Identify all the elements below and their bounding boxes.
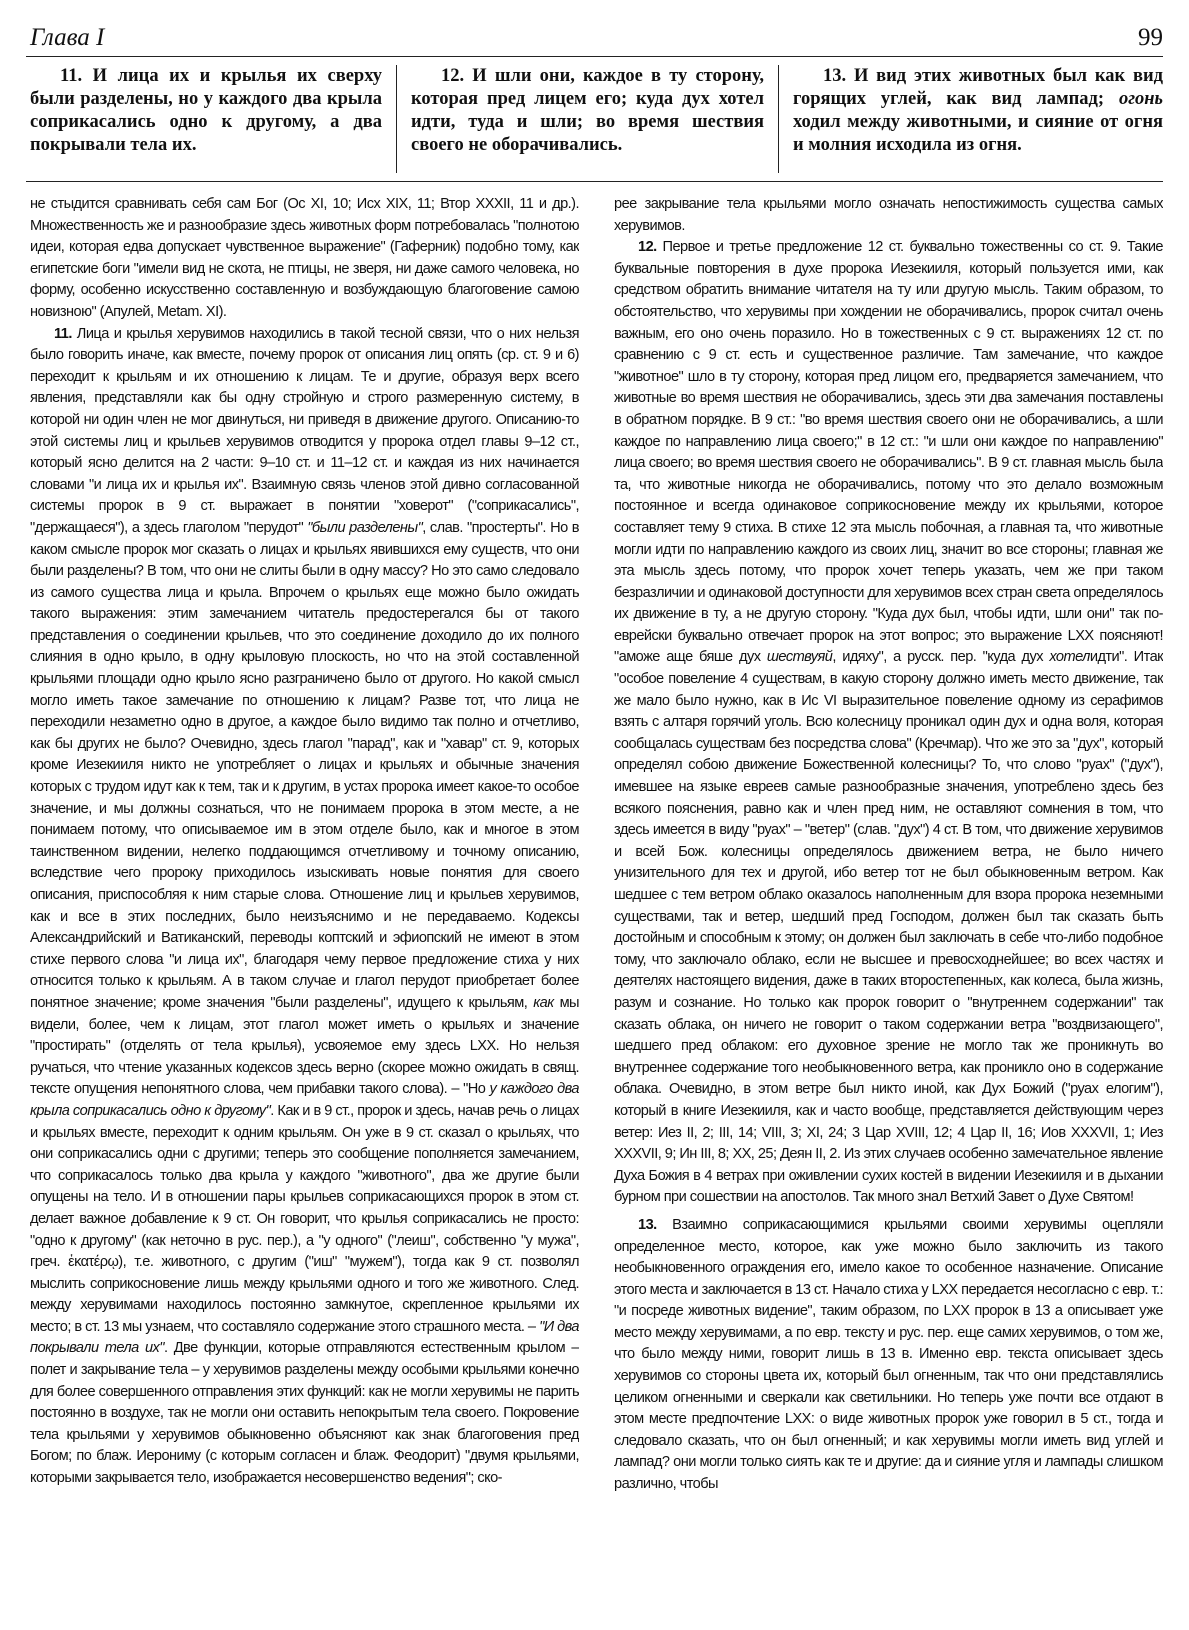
left-column (30, 194, 579, 1614)
scripture-verses (30, 65, 1163, 173)
header-rule (26, 56, 1163, 57)
verses-rule (26, 181, 1163, 182)
verse-11 (30, 65, 396, 173)
verse-text: И шли они, каждое в ту сторону, которая пред лицем его; куда дух хотел идти, туда и шли; во время шествия своего не оборачивались. (411, 66, 764, 155)
paragraph-verse-11 (30, 324, 579, 1490)
italic-run: "И два покрывали тела их" (30, 1318, 579, 1357)
text-run: идти". Итак "особое повеление 4 существам, в какую сторону должно иметь место движение, так же мало было нужно, как в Ис VI выразительное повеление одному из серафимов взять с алтаря горячий уголь. Всю колесницу проникал один дух и одна воля, которая сообщалась существам без посредства слова" (Кречмар). Что же это за "дух", который определял собою движение Божественной колесницы? То, что слово "руах" ("дух"), имевшее на языке евреев самые разнообразные значения, употреблено здесь без всякого пояснения, равно как и член пред ним, не оставляют сомнения в том, что здесь имеется в виду "руах" – "ветер" (слав. "дух") 4 ст. В том, что движение херувимов и всей Бож. колесницы определялось движением ветра, не было ничего унизительного для тех и другой, ибо ветер тот не был обыкновенным ветром. Как шедшее с тем ветром облако оказалось наполненным для взора пророка неземными существами, так и ветер, шедший пред Господом, должен был так сказать быть достойным и способным к этому; он должен был заключать в себе что-либо подобное тому, что заключало облако, если не высшее и превосходнейшее; во всех частях и деятелях настоящего видения, даже в таких второстепенных, как колеса, была жизнь, разум и сознание. Но только как пророк говорит о "внутреннем содержании" так сказать облака, он ничего не говорит о таком содержании ветра "воздвизающего", шедшего пред облаком: его духовное зрение не могло так же проникнуть во внутреннее содержание того необыкновенного ветра, как проникло оно в содержание облака. Очевидно, в этом ветре был никто иной, как Дух Божий ("руах елогим"), который в книге Иезекииля, как и часто вообще, представляется действующим через ветер: Иез II, 2; III, 14; VIII, 3; XI, 24; 3 Цар XVIII, 12; 4 Цар II, 16; Иов XXXVII, 1; Иез XXXVII, 9; Ин III, 8; XX, 25; Деян II, 2. Из этих случаев особенно замечательное явление Духа Божия в 4 ветрах при оживлении сухих костей в видении Иезекииля и в дыхании бурном при сошествии на апостолов. Так много знал Ветхий Завет о Духе Святом! (614, 649, 1163, 1206)
text-run: Лица и крылья херувимов находились в такой тесной связи, что о них нельзя было говорить иначе, как вместе, почему пророк от описания лиц опять (ср. ст. 9 и 6) переходит к крыльям и их отношению к лицам. Те и другие, образуя верх всего явления, представляли как бы одну стройную и строго размеренную систему, в которой ни один член не мог двинуться, ни приведя в движение другого. Описанию-то этой системы лиц и крыльев херувимов отводится у пророка отдел главы 9–12 ст., который ясно делится на 2 части: 9–10 ст. и 11–12 ст. и каждая из них начинается словами "и лица их и крылья их". Взаимную связь членов этой дивно согласованной системы пророк в 9 ст. выражает в понятии "ховерот" ("соприкасались", "держащаеся"), а здесь глаголом "перудот" (30, 325, 579, 536)
text-run: Первое и третье предложение 12 ст. буквально тожественны со ст. 9. Такие буквальные повторения в духе пророка Иезекииля, который пользуется ими, как средством обратить внимание читателя на ту или другую мысль. Таким образом, то обстоятельство, что херувимы при хождении не оборачивались, пророк считал очень важным, его оно очень поразило. Но в тожественных с 9 ст. выражениях 12 ст. по сравнению с 9 ст. есть и существенное различие. Там замечание, что каждое "животное" шло в ту сторону, которая пред лицом его, предваряется замечанием, что животные во время шествия не оборачивались, здесь эти два замечания поставлены в обратном порядке. В 9 ст.: "во время шествия своего они не оборачивались, а шли каждое по направлению лица своего;" в 12 ст.: "и шли они каждое по направлению" лица своего; во время шествия своего не оборачивались". В 9 ст. главная мысль была та, что животные никогда не оборачивались, потому что это делало возможным постоянное и всегда одинаковое соприкосновение между их крыльями, которое составляет тему 9 стиха. В стихе 12 эта мысль побочная, а главная та, что животные могли идти по направлению каждого из своих лиц, значит во все стороны; главная же эта мысль здесь потому, что пророк хочет теперь указать, чем же при таком безразличии и одинаковой доступности для херувимов всех стран света определялось их движение в ту, а не другую сторону. "Куда дух был, чтобы идти, шли они" так по-еврейски буквально отвечает пророк на этот вопрос; это выражение LXX поясняют! "аможе аще бяше дух (614, 239, 1163, 666)
verse-text: И лица их и крылья их сверху были разделены, но у каждого два крыла соприкасались одно к другому, а два покрывали тела их. (30, 66, 382, 155)
commentary-body (30, 194, 1163, 1614)
verse-text: ходил между животными, и сияние от огня и молния исходила из огня. (793, 112, 1163, 155)
verse-text-italic: огонь (1118, 89, 1163, 109)
verse-13 (778, 65, 1163, 173)
text-run: Взаимно соприкасающимися крыльями своими херувимы оцепляли определенное место, которое, как уже можно было заключить из такого необыкновенного ограждения его, имело какое то особенное назначение. Описание этого места и заключается в 13 ст. Начало стиха у LXX передается несогласно с евр. т.: "и посреде животных видение", таким образом, по LXX пророк в 13 а описывает уже место между херувимами, а по евр. тексту и рус. пер. еще самих херувимов, о том же, что было между ними, говорит лишь в 13 в. Именно евр. текста описывает здесь херувимов со стороны цвета их, который был огненным, так что они представлялись целиком огненными и сверкали как светильники. Но теперь уже почти все отдают в этом месте предпочтение LXX: о виде животных пророк уже говорил в 5 ст., тогда и следовало сказать, что он был огненный; и как херувимы могли иметь вид углей и лампад? они могли только сиять как те и другие: да и сияние угля и лампады слишком различно, чтобы (614, 1216, 1163, 1493)
italic-run: хотел (1049, 649, 1090, 666)
paragraph-verse-13 (614, 1215, 1163, 1496)
verse-number: 11. (60, 66, 83, 86)
verse-ref: 11. (54, 325, 72, 342)
text-run: , идяху", а русск. пер. "куда дух (832, 649, 1050, 666)
right-column (614, 194, 1163, 1614)
italic-run: как (533, 994, 554, 1011)
running-header (30, 14, 1163, 54)
italic-run: "были разделены" (307, 519, 423, 536)
verse-12 (396, 65, 778, 173)
verse-number: 12. (441, 66, 465, 86)
paragraph: рее закрывание тела крыльями могло означать непостижимость существа самых херувимов. (614, 196, 1163, 234)
paragraph-verse-12 (614, 237, 1163, 1209)
text-run: . Две функции, которые отправляются естественным крылом – полет и закрывание тела – у херувимов разделены между особыми крыльями конечно для более совершенного отправления этих функций: как не могли херувимы не парить постоянно в воздухе, так не могли они оставить непокрытым тела своего. Покровение тела крыльями у херувимов обыкновенно объясняют как знак благоговения пред Богом; по блаж. Иерониму (с которым согласен и блаж. Феодорит) "двумя крыльями, которыми закрывается тело, изображается несовершенство ведения"; ско- (30, 1340, 579, 1487)
page-number: 99 (1138, 24, 1163, 51)
italic-run: у каждого два крыла соприкасались одно к другому" (30, 1081, 579, 1119)
text-run: . Как и в 9 ст., пророк и здесь, начав речь о лицах и крыльях вместе, переходит к одним крыльям. Он уже в 9 ст. сказал о крыльях, что они соприкасались одни с другими; теперь это сообщение пополняется замечанием, что соприкасалось только два крыла у каждого "животного", два же другие были опущены на тело. И в отношении пары крыльев соприкасающихся пророк в этом ст. делает важное добавление к 9 ст. Он говорит, что крылья соприкасались не просто: "одно к другому" (как неточно в рус. пер.), а "у одного" ("леиш", собственно "у мужа", греч. ἑκατέρῳ), т.е. животного, с другим ("иш" "мужем"), тогда как 9 ст. позволял мыслить соприкосновение лишь между крыльями одного и того же животного. След. между херувимами находилось постоянно замкнутое, скрепленное крыльями их место; в ст. 13 мы узнаем, что составляло содержание этого страшного места. – (30, 1102, 579, 1335)
paragraph: не стыдится сравнивать себя сам Бог (Ос XI, 10; Исх XIX, 11; Втор XXXII, 11 и др.). Множественность же и разнообразие здесь животных форм потребовалась "полнотою идеи, которая едва допускает чувственное выражение" (Гаферник) подобно тому, как египетские боги "имели вид не скота, не птицы, не зверя, ни даже самого человека, но форму, особенно искусственно составленную и возбуждающую благоговение самою новизною" (Апулей, Metam. XI). (30, 196, 579, 320)
italic-run: шествуяй (766, 649, 833, 666)
verse-number: 13. (823, 66, 847, 86)
verse-ref: 13. (638, 1216, 657, 1233)
text-run: мы видели, более, чем к лицам, этот глагол может иметь о крыльях и значение "простирать" (отделять от тела крылья), усвояемое ему здесь LXX. Но нельзя ручаться, что чтение указанных кодексов здесь верно (скорее можно ожидать в свящ. тексте опущения непонятного слова, чем прибавки такого слова). – "Но (30, 994, 579, 1098)
verse-ref: 12. (638, 239, 657, 256)
text-run: , слав. "простерты". Но в каком смысле пророк мог сказать о лицах и крыльях явившихся ему существ, что они были разделены? В том, что они не слиты были в одну массу? Но это само следовало из самого существа лица и крыла. Впрочем о крыльях еще можно было ожидать такого выражения: этим замечанием читатель предостерегался бы от такого представления о соединении крыльев, что это соединение доходило до их полного слияния в одно крыло, в одну крыловую плоскость, но что на этой составленной крыльями площади одно крыло ясно разграничено было от другого. Но какой смысл могло иметь такое замечание по отношению к лицам? Разве тот, что лица не переходили незаметно одно в другое, а каждое было видимо так полно и отчетливо, как бы других не было? Очевидно, здесь глагол "парад", как и "хавар" ст. 9, которых кроме Иезекииля никто не употребляет о лицах и крыльях и обычные значения которых с трудом идут как к тем, так и к другим, в устах пророка имеет какое-то особое значение, и мы должны сознаться, что не понимаем пророка в этом месте, а не понимаем потому, что описываемое им в этом отделе было, как и многое в этом таинственном видении, нелегко поддающимся отчетливому и точному описанию, вследствие чего пророку приходилось изыскивать новые понятия для своего описания, приспособляя к ним старые слова. Отношение лиц и крыльев херувимов, как и все в этих последних, было неизъяснимо и не передаваемо. Кодексы Александрийский и Ватиканский, переводы коптский и эфиопский не имеют в этом стихе первого слова "и лица их", благодаря чему первое предложение стиха у них относится только к крыльям. А в таком случае и глагол перудот приобретает более понятное значение; кроме значения "были разделены", идущего к крыльям, (30, 519, 579, 1011)
chapter-title: Глава I (30, 24, 105, 51)
verse-text: И вид этих животных был как вид горящих углей, как вид лампад; (793, 66, 1163, 109)
